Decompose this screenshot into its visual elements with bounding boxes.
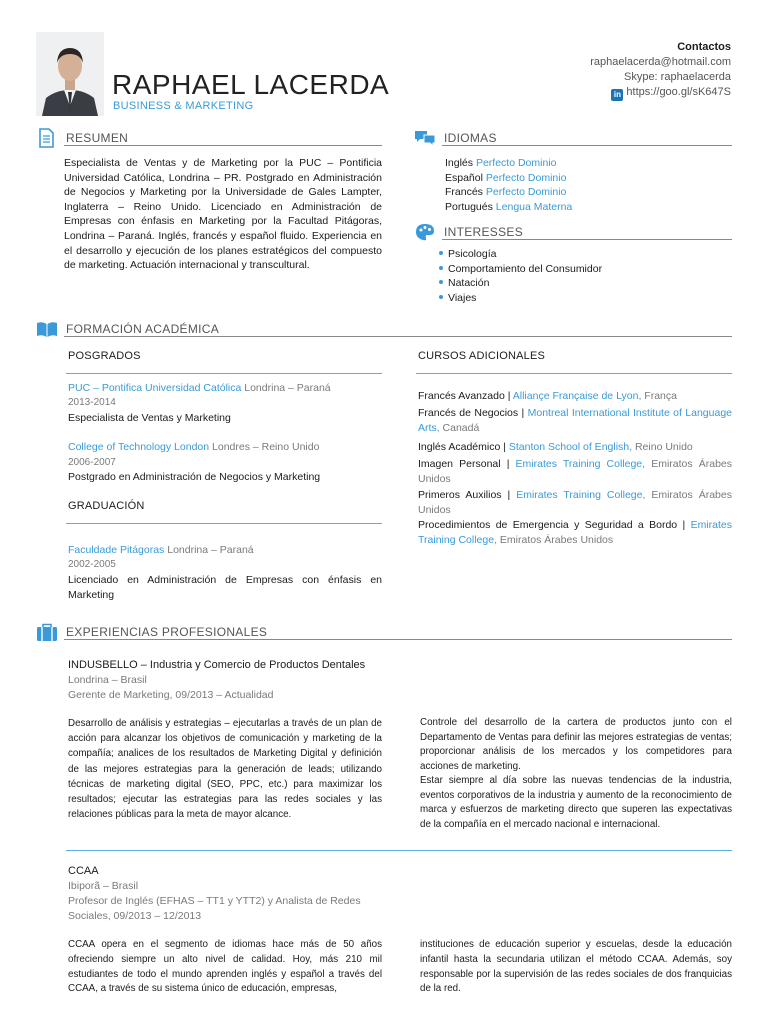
divider (64, 639, 732, 640)
section-intereses-title: INTERESSES (444, 225, 524, 239)
divider (64, 145, 382, 146)
posgrado-school: College of Technology London Londres – Reino Unido (68, 441, 320, 453)
curso-item: Francés Avanzado | Alliançe Française de Lyon, França (418, 390, 677, 402)
person-role: BUSINESS & MARKETING (113, 100, 254, 112)
posgrado-years: 2013-2014 (68, 397, 116, 408)
linkedin-row[interactable] (590, 85, 731, 101)
section-idiomas-title: IDIOMAS (444, 131, 497, 145)
linkedin-icon: in (611, 89, 623, 101)
profile-photo (36, 32, 104, 116)
section-resumen-header (36, 130, 382, 146)
cursos-rule (416, 373, 732, 374)
curso-item: Francés de Negocios | Montreal International Institute of Language Arts, Canadá (418, 407, 733, 434)
section-experiencias-title: EXPERIENCIAS PROFESIONALES (66, 625, 268, 639)
language-item: Portugués Lengua Materna (445, 201, 573, 213)
interest-item: Psicología (439, 247, 496, 262)
briefcase-icon (36, 622, 58, 642)
linkedin-link[interactable]: https://goo.gl/sK647S (626, 86, 731, 98)
job-description-left: Desarrollo de análisis y estrategias – ejecutarlas a través de un plan de acción para alcanzar los objetivos de comunicación y marketing de la compañía; analices de los resultados de Marketing Digital y definición de las mejores estrategias para la generación de leads; utilizando técnicas de marketing digital (SEO, PPC, etc.) para maximizar los resultados; ejecutar las estrategias para las redes sociales y las relaciones públicas para la meta de mayor alcance. (68, 718, 382, 821)
graduacion-school: Faculdade Pitágoras Londrina – Paraná (68, 544, 254, 556)
interest-item: Viajes (439, 291, 476, 306)
contacts-block (590, 40, 731, 101)
divider (442, 145, 732, 146)
curso-item: Imagen Personal | Emirates Training College, Emiratos Árabes Unidos (418, 458, 732, 485)
graduacion-degree: Licenciado en Administración de Empresas con énfasis en Marketing (68, 574, 382, 601)
document-icon (36, 128, 58, 148)
graduacion-title: GRADUACIÓN (68, 500, 145, 512)
posgrados-title: POSGRADOS (68, 350, 141, 362)
job-description-right: Controle del desarrollo de la cartera de productos junto con el Departamento de Ventas para definir las mejores estrategias de ventas; proporcionar análisis de los mercados y los competidores para acciones de marketing. (420, 717, 732, 772)
posgrado-years: 2006-2007 (68, 457, 116, 468)
posgrado-school: PUC – Pontifica Universidad Católica Londrina – Paraná (68, 382, 331, 394)
contacts-title: Contactos (677, 41, 731, 53)
graduacion-rule (66, 523, 382, 524)
section-resumen-title: RESUMEN (66, 131, 129, 145)
section-intereses-header (414, 224, 732, 240)
curso-item: Procedimientos de Emergencia y Seguridad a Bordo | Emirates Training College, Emiratos Árabes Unidos (418, 519, 732, 546)
section-experiencias-header (36, 624, 732, 640)
palette-icon (414, 222, 436, 242)
posgrado-degree: Especialista de Ventas y Marketing (68, 412, 231, 424)
section-formacion-title: FORMACIÓN ACADÉMICA (66, 322, 220, 336)
skype-text: Skype: raphaelacerda (623, 71, 731, 83)
resumen-text: Especialista de Ventas y de Marketing por la PUC – Pontificia Universidad Católica, Londrina – PR. Postgrado en Administración de Negocios y Marketing por la Universidade de Gales Lampter, Inglaterra – Reino Unido. Licenciado en Administración de Empresas con énfasis en Marketing por la Facultad Pitágoras, Londrina – Paraná. Inglés, francés y español fluido. Experiencia en el desarrollo y ejecución de los planes estratégicos del compuesto de marketing. Actuación internacional y transcultural. (64, 157, 382, 272)
section-formacion-header (36, 321, 732, 337)
interest-item: Comportamiento del Consumidor (439, 262, 602, 277)
interest-item: Natación (439, 276, 489, 291)
job-company: CCAA (68, 865, 99, 877)
posgrados-rule (66, 373, 382, 374)
divider (64, 336, 732, 337)
language-item: Inglés Perfecto Dominio (445, 157, 557, 169)
language-item: Francés Perfecto Dominio (445, 186, 567, 198)
graduacion-years: 2002-2005 (68, 559, 116, 570)
job-position: Gerente de Marketing, 09/2013 – Actualidad (68, 689, 274, 701)
speech-bubbles-icon (414, 128, 436, 148)
cursos-title: CURSOS ADICIONALES (418, 350, 546, 362)
divider (442, 239, 732, 240)
open-book-icon (36, 319, 58, 339)
job-description-right: Estar siempre al día sobre las nuevas tendencias de la industria, eventos corporativos de la industria y aumento de la reconocimiento de marca y esfuerzos de marketing directo que superen las expectativas de la compañía en el mercado nacional e internacional. (420, 775, 732, 830)
curso-item: Inglés Académico | Stanton School of English, Reino Unido (418, 441, 693, 453)
job-location: Londrina – Brasil (68, 674, 147, 686)
job-description-right: instituciones de educación superior y escuelas, desde la educación infantil hasta la secundaria utilizan el método CCAA. Además, soy responsable por la supervisión de las redes sociales de dos franquicias de la red. (420, 939, 732, 995)
email-link[interactable]: raphaelacerda@hotmail.com (590, 56, 731, 68)
section-idiomas-header (414, 130, 732, 146)
job-position: Profesor de Inglés (EFHAS – TT1 y YTT2) y Analista de Redes Sociales, 09/2013 – 12/2013 (68, 895, 361, 922)
curso-item: Primeros Auxilios | Emirates Training College, Emiratos Árabes Unidos (418, 489, 732, 516)
job-company: INDUSBELLO – Industria y Comercio de Productos Dentales (68, 659, 366, 671)
posgrado-degree: Postgrado en Administración de Negocios y Marketing (68, 471, 321, 483)
job-separator (66, 850, 732, 851)
person-name: RAPHAEL LACERDA (112, 69, 390, 100)
language-item: Español Perfecto Dominio (445, 172, 567, 184)
job-description-left: CCAA opera en el segmento de idiomas hace más de 50 años ofreciendo siempre un alto nivel de calidad. Hoy, más 210 mil estudiantes de todo el mundo aprenden inglés y español a través del CCAA, a través de su sistema único de educación, empresas, (68, 939, 382, 995)
job-location: Ibiporã – Brasil (68, 880, 139, 892)
